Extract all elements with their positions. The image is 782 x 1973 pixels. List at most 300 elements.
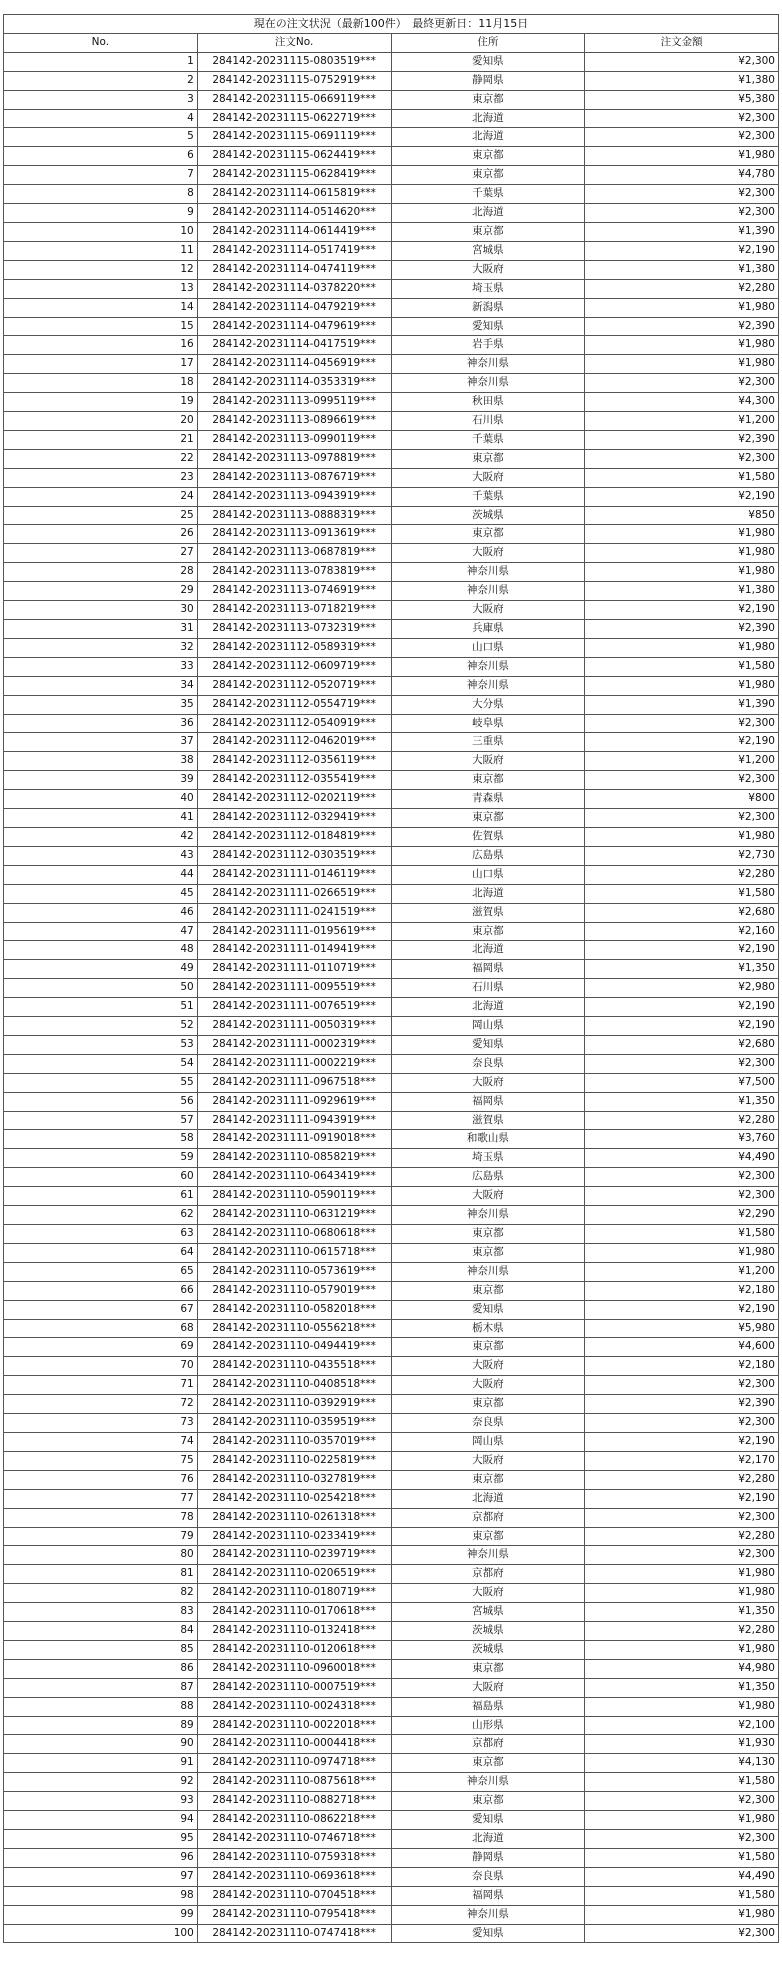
- row-address: 東京都: [391, 1659, 585, 1678]
- row-order-no: 284142-20231115-0628419***: [197, 166, 391, 185]
- table-row: [4, 279, 779, 298]
- row-amount: ¥4,600: [585, 1338, 779, 1357]
- row-no: 43: [4, 846, 198, 865]
- row-order-no: 284142-20231110-0759318***: [197, 1848, 391, 1867]
- row-amount: ¥5,380: [585, 90, 779, 109]
- row-address: 福島県: [391, 1697, 585, 1716]
- row-amount: ¥2,300: [585, 1414, 779, 1433]
- row-order-no: 284142-20231112-0589319***: [197, 638, 391, 657]
- row-amount: ¥1,980: [585, 1905, 779, 1924]
- row-order-no: 284142-20231110-0225819***: [197, 1451, 391, 1470]
- row-order-no: 284142-20231113-0746919***: [197, 582, 391, 601]
- row-amount: ¥4,490: [585, 1149, 779, 1168]
- row-amount: ¥1,580: [585, 1773, 779, 1792]
- row-address: 岡山県: [391, 1432, 585, 1451]
- row-no: 13: [4, 279, 198, 298]
- table-row: [4, 1754, 779, 1773]
- row-address: 岩手県: [391, 336, 585, 355]
- table-row: [4, 109, 779, 128]
- row-no: 56: [4, 1092, 198, 1111]
- row-amount: ¥2,280: [585, 1622, 779, 1641]
- row-order-no: 284142-20231110-0858219***: [197, 1149, 391, 1168]
- row-amount: ¥1,350: [585, 1092, 779, 1111]
- row-amount: ¥1,980: [585, 1584, 779, 1603]
- row-order-no: 284142-20231113-0687819***: [197, 544, 391, 563]
- row-address: 東京都: [391, 771, 585, 790]
- table-row: [4, 1262, 779, 1281]
- row-amount: ¥2,680: [585, 903, 779, 922]
- table-row: [4, 468, 779, 487]
- table-row: [4, 1811, 779, 1830]
- row-address: 京都府: [391, 1565, 585, 1584]
- row-order-no: 284142-20231110-0960018***: [197, 1659, 391, 1678]
- row-address: 北海道: [391, 109, 585, 128]
- row-order-no: 284142-20231110-0573619***: [197, 1262, 391, 1281]
- table-row: [4, 241, 779, 260]
- row-address: 石川県: [391, 412, 585, 431]
- table-row: [4, 185, 779, 204]
- row-order-no: 284142-20231113-0732319***: [197, 620, 391, 639]
- row-address: 和歌山県: [391, 1130, 585, 1149]
- table-row: [4, 1773, 779, 1792]
- table-row: [4, 1111, 779, 1130]
- table-row: [4, 1905, 779, 1924]
- row-amount: ¥2,300: [585, 1168, 779, 1187]
- row-order-no: 284142-20231113-0888319***: [197, 506, 391, 525]
- row-order-no: 284142-20231110-0132418***: [197, 1622, 391, 1641]
- row-no: 73: [4, 1414, 198, 1433]
- row-address: 京都府: [391, 1735, 585, 1754]
- table-row: [4, 1640, 779, 1659]
- row-amount: ¥4,980: [585, 1659, 779, 1678]
- row-amount: ¥2,280: [585, 1470, 779, 1489]
- table-row: [4, 846, 779, 865]
- row-amount: ¥1,980: [585, 638, 779, 657]
- row-amount: ¥1,980: [585, 336, 779, 355]
- table-row: [4, 1300, 779, 1319]
- row-address: 茨城県: [391, 506, 585, 525]
- row-address: 愛知県: [391, 1811, 585, 1830]
- table-row: [4, 790, 779, 809]
- row-order-no: 284142-20231111-0266519***: [197, 884, 391, 903]
- row-amount: ¥5,980: [585, 1319, 779, 1338]
- row-no: 30: [4, 601, 198, 620]
- row-order-no: 284142-20231112-0520719***: [197, 676, 391, 695]
- row-no: 89: [4, 1716, 198, 1735]
- table-row: [4, 52, 779, 71]
- row-no: 64: [4, 1243, 198, 1262]
- row-no: 94: [4, 1811, 198, 1830]
- row-address: 神奈川県: [391, 1905, 585, 1924]
- row-no: 86: [4, 1659, 198, 1678]
- row-amount: ¥1,580: [585, 1225, 779, 1244]
- row-amount: ¥2,190: [585, 601, 779, 620]
- row-order-no: 284142-20231113-0896619***: [197, 412, 391, 431]
- row-amount: ¥1,200: [585, 1262, 779, 1281]
- row-order-no: 284142-20231111-0002319***: [197, 1035, 391, 1054]
- row-no: 54: [4, 1054, 198, 1073]
- row-amount: ¥2,300: [585, 771, 779, 790]
- row-address: 三重県: [391, 733, 585, 752]
- row-no: 67: [4, 1300, 198, 1319]
- row-no: 78: [4, 1508, 198, 1527]
- row-no: 1: [4, 52, 198, 71]
- row-no: 38: [4, 752, 198, 771]
- row-address: 東京都: [391, 1754, 585, 1773]
- table-row: [4, 260, 779, 279]
- row-order-no: 284142-20231110-0239719***: [197, 1546, 391, 1565]
- row-amount: ¥2,300: [585, 128, 779, 147]
- row-no: 61: [4, 1187, 198, 1206]
- row-order-no: 284142-20231111-0002219***: [197, 1054, 391, 1073]
- row-no: 10: [4, 222, 198, 241]
- table-row: [4, 374, 779, 393]
- row-no: 91: [4, 1754, 198, 1773]
- row-amount: ¥800: [585, 790, 779, 809]
- row-no: 14: [4, 298, 198, 317]
- table-row: [4, 1432, 779, 1451]
- row-amount: ¥2,390: [585, 317, 779, 336]
- table-row: [4, 1395, 779, 1414]
- table-row: [4, 563, 779, 582]
- row-order-no: 284142-20231113-0943919***: [197, 487, 391, 506]
- row-address: 千葉県: [391, 185, 585, 204]
- table-row: [4, 298, 779, 317]
- row-order-no: 284142-20231110-0974718***: [197, 1754, 391, 1773]
- row-order-no: 284142-20231110-0435518***: [197, 1357, 391, 1376]
- row-order-no: 284142-20231114-0353319***: [197, 374, 391, 393]
- row-address: 神奈川県: [391, 1262, 585, 1281]
- row-address: 秋田県: [391, 393, 585, 412]
- row-order-no: 284142-20231110-0795418***: [197, 1905, 391, 1924]
- row-amount: ¥1,930: [585, 1735, 779, 1754]
- row-order-no: 284142-20231113-0913619***: [197, 525, 391, 544]
- row-amount: ¥2,300: [585, 204, 779, 223]
- row-address: 大阪府: [391, 1584, 585, 1603]
- row-amount: ¥1,380: [585, 260, 779, 279]
- table-row: [4, 166, 779, 185]
- row-no: 63: [4, 1225, 198, 1244]
- table-row: [4, 90, 779, 109]
- row-address: 愛知県: [391, 1300, 585, 1319]
- row-order-no: 284142-20231110-0615718***: [197, 1243, 391, 1262]
- row-amount: ¥1,980: [585, 525, 779, 544]
- row-address: 埼玉県: [391, 1149, 585, 1168]
- row-no: 46: [4, 903, 198, 922]
- row-amount: ¥2,190: [585, 998, 779, 1017]
- table-row: [4, 998, 779, 1017]
- table-row: [4, 714, 779, 733]
- row-no: 39: [4, 771, 198, 790]
- row-order-no: 284142-20231110-0579019***: [197, 1281, 391, 1300]
- row-address: 福岡県: [391, 960, 585, 979]
- row-order-no: 284142-20231112-0356119***: [197, 752, 391, 771]
- row-amount: ¥1,580: [585, 468, 779, 487]
- table-row: [4, 1319, 779, 1338]
- row-address: 埼玉県: [391, 279, 585, 298]
- row-no: 88: [4, 1697, 198, 1716]
- header-row: [4, 33, 779, 52]
- row-address: 東京都: [391, 922, 585, 941]
- row-order-no: 284142-20231110-0261318***: [197, 1508, 391, 1527]
- row-amount: ¥1,980: [585, 298, 779, 317]
- row-amount: ¥1,980: [585, 676, 779, 695]
- row-amount: ¥1,350: [585, 1678, 779, 1697]
- row-amount: ¥2,730: [585, 846, 779, 865]
- row-amount: ¥1,380: [585, 71, 779, 90]
- row-no: 57: [4, 1111, 198, 1130]
- row-address: 大阪府: [391, 752, 585, 771]
- row-order-no: 284142-20231113-0978819***: [197, 449, 391, 468]
- row-no: 45: [4, 884, 198, 903]
- row-address: 東京都: [391, 1243, 585, 1262]
- row-no: 7: [4, 166, 198, 185]
- row-no: 19: [4, 393, 198, 412]
- row-order-no: 284142-20231110-0643419***: [197, 1168, 391, 1187]
- row-no: 87: [4, 1678, 198, 1697]
- row-address: 東京都: [391, 525, 585, 544]
- table-row: [4, 884, 779, 903]
- row-order-no: 284142-20231111-0241519***: [197, 903, 391, 922]
- row-address: 茨城県: [391, 1640, 585, 1659]
- table-row: [4, 1281, 779, 1300]
- row-address: 大阪府: [391, 260, 585, 279]
- table-row: [4, 865, 779, 884]
- row-amount: ¥4,300: [585, 393, 779, 412]
- table-row: [4, 1243, 779, 1262]
- row-order-no: 284142-20231111-0967518***: [197, 1073, 391, 1092]
- row-no: 95: [4, 1830, 198, 1849]
- row-no: 74: [4, 1432, 198, 1451]
- row-order-no: 284142-20231110-0862218***: [197, 1811, 391, 1830]
- row-no: 12: [4, 260, 198, 279]
- row-no: 17: [4, 355, 198, 374]
- order-table: [3, 14, 779, 1943]
- row-address: 東京都: [391, 1527, 585, 1546]
- row-order-no: 284142-20231110-0024318***: [197, 1697, 391, 1716]
- table-row: [4, 620, 779, 639]
- row-order-no: 284142-20231111-0050319***: [197, 1017, 391, 1036]
- row-no: 81: [4, 1565, 198, 1584]
- table-row: [4, 1924, 779, 1943]
- row-order-no: 284142-20231112-0184819***: [197, 827, 391, 846]
- row-order-no: 284142-20231110-0582018***: [197, 1300, 391, 1319]
- table-row: [4, 506, 779, 525]
- row-order-no: 284142-20231114-0479219***: [197, 298, 391, 317]
- table-row: [4, 544, 779, 563]
- row-no: 24: [4, 487, 198, 506]
- table-row: [4, 809, 779, 828]
- row-address: 福岡県: [391, 1886, 585, 1905]
- row-order-no: 284142-20231110-0494419***: [197, 1338, 391, 1357]
- row-address: 東京都: [391, 1470, 585, 1489]
- table-row: [4, 317, 779, 336]
- row-no: 59: [4, 1149, 198, 1168]
- row-order-no: 284142-20231111-0146119***: [197, 865, 391, 884]
- row-amount: ¥1,980: [585, 563, 779, 582]
- row-order-no: 284142-20231110-0357019***: [197, 1432, 391, 1451]
- row-amount: ¥2,300: [585, 714, 779, 733]
- row-no: 98: [4, 1886, 198, 1905]
- table-row: [4, 1451, 779, 1470]
- table-row: [4, 1206, 779, 1225]
- table-row: [4, 128, 779, 147]
- table-row: [4, 695, 779, 714]
- table-row: [4, 336, 779, 355]
- row-address: 神奈川県: [391, 355, 585, 374]
- row-order-no: 284142-20231110-0875618***: [197, 1773, 391, 1792]
- row-amount: ¥1,980: [585, 1811, 779, 1830]
- row-no: 23: [4, 468, 198, 487]
- row-no: 9: [4, 204, 198, 223]
- table-row: [4, 1508, 779, 1527]
- table-row: [4, 1848, 779, 1867]
- row-amount: ¥850: [585, 506, 779, 525]
- row-order-no: 284142-20231110-0882718***: [197, 1792, 391, 1811]
- row-amount: ¥2,190: [585, 1489, 779, 1508]
- table-row: [4, 1886, 779, 1905]
- row-no: 18: [4, 374, 198, 393]
- row-no: 60: [4, 1168, 198, 1187]
- table-row: [4, 449, 779, 468]
- row-amount: ¥1,580: [585, 884, 779, 903]
- table-row: [4, 979, 779, 998]
- order-rows: [4, 52, 779, 1943]
- row-order-no: 284142-20231110-0590119***: [197, 1187, 391, 1206]
- row-order-no: 284142-20231110-0408518***: [197, 1376, 391, 1395]
- row-address: 神奈川県: [391, 582, 585, 601]
- row-order-no: 284142-20231110-0254218***: [197, 1489, 391, 1508]
- header-amount: 注文金額: [585, 33, 779, 52]
- row-address: 愛知県: [391, 52, 585, 71]
- row-order-no: 284142-20231114-0474119***: [197, 260, 391, 279]
- table-row: [4, 582, 779, 601]
- row-amount: ¥2,300: [585, 1054, 779, 1073]
- row-address: 奈良県: [391, 1054, 585, 1073]
- row-address: 奈良県: [391, 1414, 585, 1433]
- row-amount: ¥2,390: [585, 620, 779, 639]
- table-row: [4, 1867, 779, 1886]
- row-address: 大阪府: [391, 1451, 585, 1470]
- row-no: 22: [4, 449, 198, 468]
- row-amount: ¥1,200: [585, 752, 779, 771]
- row-address: 奈良県: [391, 1867, 585, 1886]
- table-row: [4, 941, 779, 960]
- row-amount: ¥1,580: [585, 657, 779, 676]
- header-no: No.: [4, 33, 198, 52]
- row-amount: ¥2,190: [585, 487, 779, 506]
- row-amount: ¥2,290: [585, 1206, 779, 1225]
- row-amount: ¥1,390: [585, 695, 779, 714]
- row-order-no: 284142-20231110-0120618***: [197, 1640, 391, 1659]
- row-address: 東京都: [391, 1338, 585, 1357]
- row-no: 36: [4, 714, 198, 733]
- row-no: 15: [4, 317, 198, 336]
- row-no: 27: [4, 544, 198, 563]
- row-order-no: 284142-20231110-0359519***: [197, 1414, 391, 1433]
- table-row: [4, 1659, 779, 1678]
- table-row: [4, 1073, 779, 1092]
- row-amount: ¥2,680: [585, 1035, 779, 1054]
- row-order-no: 284142-20231115-0622719***: [197, 109, 391, 128]
- row-address: 新潟県: [391, 298, 585, 317]
- row-address: 北海道: [391, 128, 585, 147]
- row-address: 北海道: [391, 204, 585, 223]
- row-amount: ¥2,300: [585, 1508, 779, 1527]
- row-order-no: 284142-20231111-0095519***: [197, 979, 391, 998]
- row-address: 福岡県: [391, 1092, 585, 1111]
- row-order-no: 284142-20231110-0693618***: [197, 1867, 391, 1886]
- row-no: 83: [4, 1603, 198, 1622]
- table-row: [4, 393, 779, 412]
- header-address: 住所: [391, 33, 585, 52]
- row-address: 静岡県: [391, 1848, 585, 1867]
- row-no: 84: [4, 1622, 198, 1641]
- row-no: 93: [4, 1792, 198, 1811]
- row-order-no: 284142-20231112-0554719***: [197, 695, 391, 714]
- row-amount: ¥2,300: [585, 809, 779, 828]
- row-amount: ¥2,300: [585, 1792, 779, 1811]
- row-address: 東京都: [391, 1395, 585, 1414]
- row-amount: ¥4,780: [585, 166, 779, 185]
- row-no: 85: [4, 1640, 198, 1659]
- table-row: [4, 1376, 779, 1395]
- row-address: 茨城県: [391, 1622, 585, 1641]
- row-no: 44: [4, 865, 198, 884]
- table-row: [4, 922, 779, 941]
- table-row: [4, 1149, 779, 1168]
- row-no: 41: [4, 809, 198, 828]
- row-order-no: 284142-20231115-0669119***: [197, 90, 391, 109]
- table-row: [4, 355, 779, 374]
- row-no: 55: [4, 1073, 198, 1092]
- row-amount: ¥2,300: [585, 449, 779, 468]
- row-amount: ¥1,980: [585, 147, 779, 166]
- row-address: 神奈川県: [391, 676, 585, 695]
- row-no: 96: [4, 1848, 198, 1867]
- row-no: 62: [4, 1206, 198, 1225]
- table-row: [4, 430, 779, 449]
- row-address: 大阪府: [391, 468, 585, 487]
- row-amount: ¥2,390: [585, 430, 779, 449]
- row-address: 北海道: [391, 1830, 585, 1849]
- table-row: [4, 903, 779, 922]
- row-amount: ¥2,100: [585, 1716, 779, 1735]
- row-order-no: 284142-20231110-0206519***: [197, 1565, 391, 1584]
- row-order-no: 284142-20231114-0614419***: [197, 222, 391, 241]
- row-order-no: 284142-20231113-0718219***: [197, 601, 391, 620]
- row-order-no: 284142-20231114-0514620***: [197, 204, 391, 223]
- row-amount: ¥1,200: [585, 412, 779, 431]
- row-address: 山形県: [391, 1716, 585, 1735]
- row-no: 3: [4, 90, 198, 109]
- table-row: [4, 752, 779, 771]
- row-amount: ¥2,190: [585, 1432, 779, 1451]
- row-amount: ¥2,300: [585, 374, 779, 393]
- row-amount: ¥1,980: [585, 1565, 779, 1584]
- row-address: 大阪府: [391, 544, 585, 563]
- table-row: [4, 1414, 779, 1433]
- row-amount: ¥1,980: [585, 1697, 779, 1716]
- table-row: [4, 1716, 779, 1735]
- row-amount: ¥2,300: [585, 1546, 779, 1565]
- row-amount: ¥2,980: [585, 979, 779, 998]
- row-address: 東京都: [391, 1792, 585, 1811]
- row-no: 79: [4, 1527, 198, 1546]
- row-no: 21: [4, 430, 198, 449]
- row-amount: ¥1,350: [585, 960, 779, 979]
- row-address: 千葉県: [391, 487, 585, 506]
